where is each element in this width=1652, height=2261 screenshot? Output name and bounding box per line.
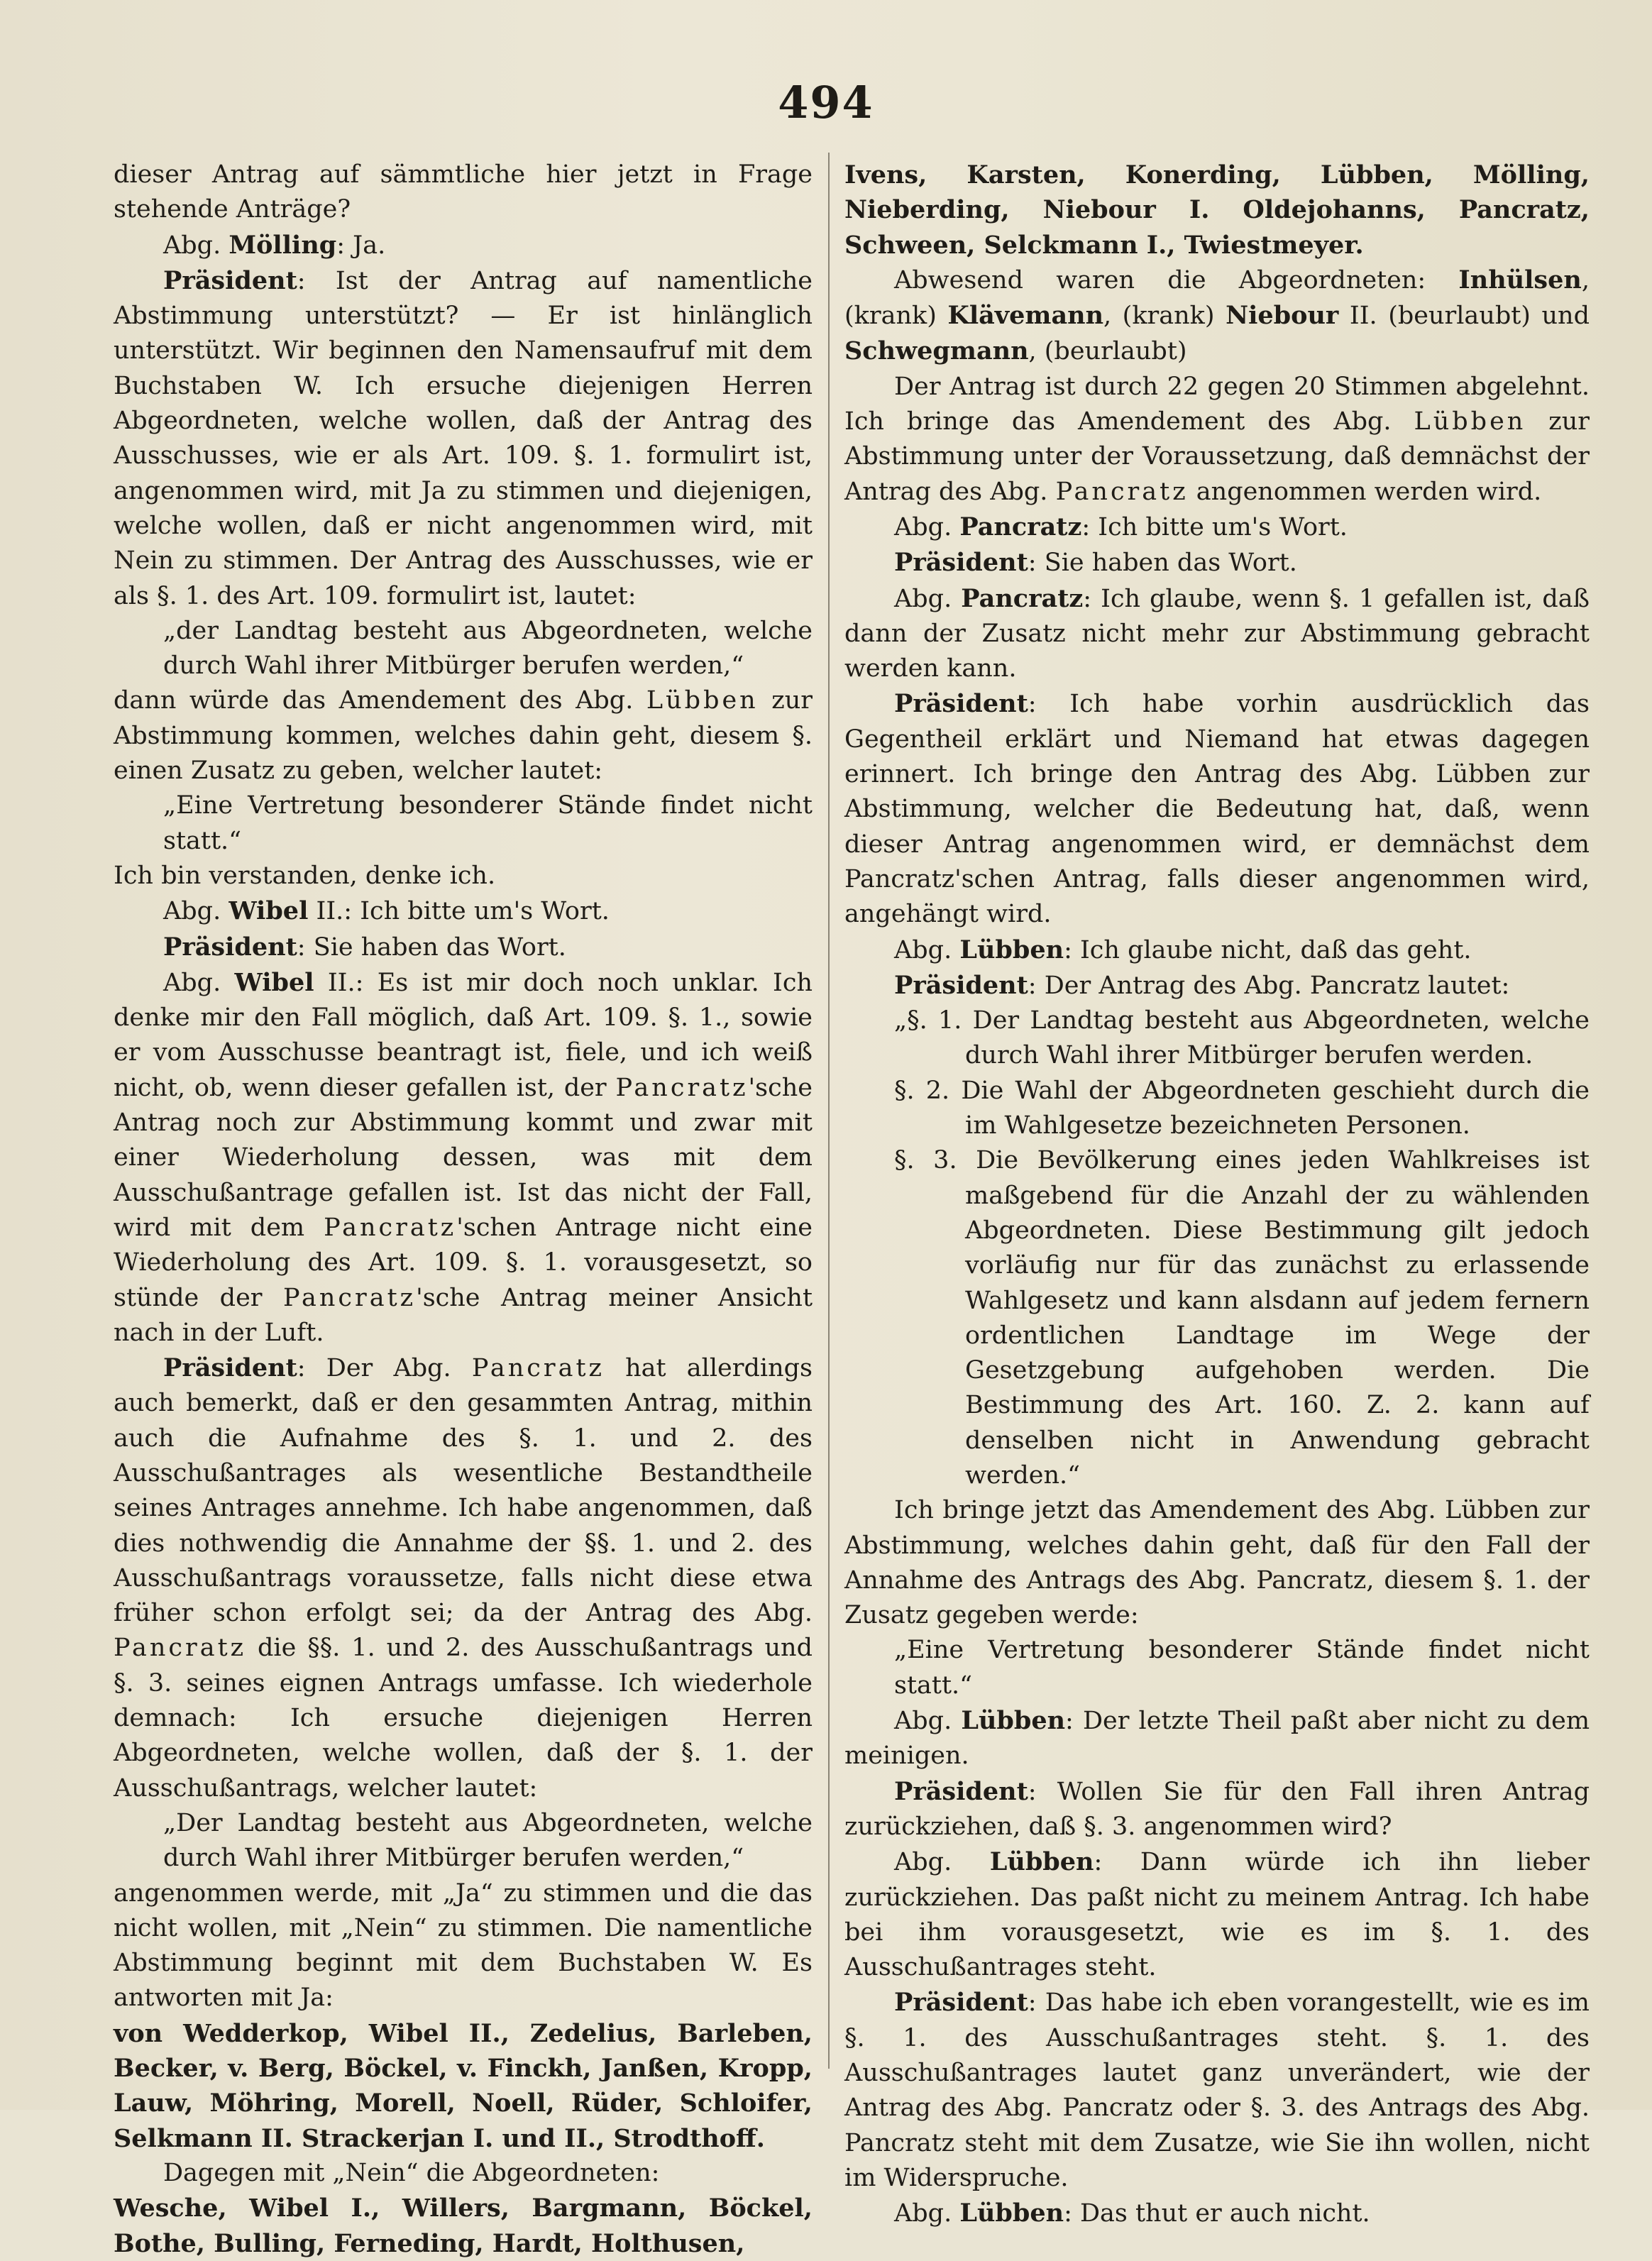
speaker-name: Pancratz: [959, 512, 1082, 541]
paragraph: Präsident: Ist der Antrag auf namentliche Abstimmung unterstützt? — Er ist hinlänglich unterstützt. Wir beginnen den Namensaufruf mit dem Buchstaben W. Ich ersuche diejenigen Herren Abgeordneten, welche wollen, daß der Antrag des Ausschusses, wie er als Art. 109. §. 1. formulirt ist, angenommen wird, mit Ja zu stimmen und diejenigen, welche wollen, daß er nicht angenommen wird, mit Nein zu stimmen. Der Antrag des Ausschusses, wie er als §. 1. des Art. 109. formulirt ist, lautet:: [114, 265, 813, 610]
paragraph: dieser Antrag auf sämmtliche hier jetzt in Frage stehende Anträge?: [114, 160, 813, 224]
paragraph: Präsident: Sie haben das Wort.: [894, 548, 1297, 578]
name-list: Ivens, Karsten, Konerding, Lübben, Mölling, Nieberding, Niebour I. Oldejohanns, Pancratz, Schween, Selckmann I., Twiestmeyer.: [844, 160, 1590, 260]
speaker-name: Lübben: [959, 935, 1064, 964]
section-item: §. 2. Die Wahl der Abgeordneten geschieht durch die im Wahlgesetze bezeichneten Personen.: [894, 1076, 1590, 1140]
speaker-name: Präsident: [163, 265, 297, 295]
speaker-name: Pancratz: [961, 583, 1084, 613]
quotation: „Eine Vertretung besonderer Stände findet nicht statt.“: [163, 791, 813, 855]
paragraph: Abg. Wibel II.: Es ist mir doch noch unklar. Ich denke mir den Fall möglich, daß Art. 109. §. 1., sowie er vom Ausschusse beantragt ist, fiele, und ich weiß nicht, ob, wenn dieser gefallen ist, der Pancratz'sche Antrag noch zur Abstimmung kommt und zwar mit einer Wiederholung dessen, was mit dem Ausschußantrage gefallen ist. Ist das nicht der Fall, wird mit dem Pancratz'schen Antrage nicht eine Wiederholung des Art. 109. §. 1. vorausgesetzt, so stünde der Pancratz'sche Antrag meiner Ansicht nach in der Luft.: [114, 967, 813, 1347]
paragraph: Präsident: Wollen Sie für den Fall ihren Antrag zurückziehen, daß §. 3. angenommen wird?: [844, 1776, 1590, 1841]
paragraph: Abg. Lübben: Dann würde ich ihn lieber zurückziehen. Das paßt nicht zu meinem Antrag. Ich habe bei ihm vorausgesetzt, wie es im §. 1. des Ausschußantrages steht.: [844, 1847, 1590, 1982]
name-list: Wesche, Wibel I., Willers, Bargmann, Böckel, Bothe, Bulling, Ferneding, Hardt, Holthusen,: [114, 2194, 813, 2258]
left-column: [114, 158, 813, 2258]
speaker-name: Präsident: [163, 932, 297, 962]
speaker-name: Präsident: [894, 970, 1028, 1000]
quotation: „Eine Vertretung besonderer Stände findet nicht statt.“: [894, 1636, 1590, 1700]
paragraph: Abwesend waren die Abgeordneten: Inhülsen, (krank) Klävemann, (krank) Niebour II. (beurlaubt) und Schwegmann, (beurlaubt): [844, 265, 1590, 366]
paragraph: dann würde das Amendement des Abg. Lübben zur Abstimmung kommen, welches dahin geht, diesem §. einen Zusatz zu geben, welcher lautet:: [114, 686, 813, 786]
speaker-name: Präsident: [894, 1776, 1028, 1806]
paragraph: Abg. Lübben: Ich glaube nicht, daß das geht.: [894, 935, 1472, 964]
paragraph: Dagegen mit „Nein“ die Abgeordneten:: [163, 2158, 660, 2187]
paragraph: Abg. Mölling: Ja.: [163, 230, 386, 260]
speaker-name: Lübben: [989, 1847, 1094, 1877]
paragraph: Abg. Pancratz: Ich glaube, wenn §. 1 gefallen ist, daß dann der Zusatz nicht mehr zur Abstimmung gebracht werden kann.: [844, 583, 1590, 683]
speaker-name: Wibel: [234, 967, 314, 997]
paragraph: Abg. Lübben: Der letzte Theil paßt aber nicht zu dem meinigen.: [844, 1706, 1590, 1771]
paragraph: Abg. Lübben: Das thut er auch nicht.: [894, 2199, 1370, 2228]
speaker-name: Wibel: [228, 896, 309, 926]
section-item: §. 3. Die Bevölkerung eines jeden Wahlkreises ist maßgebend für die Anzahl der zu wählenden Abgeordneten. Diese Bestimmung gilt jedoch vorläufig nur für das zunächst zu erlassende Wahlgesetz und kann alsdann auf jedem fernern ordentlichen Landtage im Wege der Gesetzgebung aufgehoben werden. Die Bestimmung des Art. 160. Z. 2. kann auf denselben nicht in Anwendung gebracht werden.“: [894, 1146, 1590, 1490]
section-item: „§. 1. Der Landtag besteht aus Abgeordneten, welche durch Wahl ihrer Mitbürger berufen werden.: [894, 1006, 1590, 1070]
speaker-name: Mölling: [228, 230, 337, 260]
paragraph: Präsident: Ich habe vorhin ausdrücklich das Gegentheil erklärt und Niemand hat etwas dagegen erinnert. Ich bringe den Antrag des Abg. Lübben zur Abstimmung, welcher die Bedeutung hat, daß, wenn dieser Antrag angenommen wird, er demnächst dem Pancratz'schen Antrag, falls dieser angenommen wird, angehängt wird.: [844, 689, 1590, 929]
paragraph: Präsident: Sie haben das Wort.: [163, 932, 566, 962]
paragraph: Ich bin verstanden, denke ich.: [114, 861, 496, 890]
paragraph: Präsident: Der Antrag des Abg. Pancratz lautet:: [894, 970, 1510, 1000]
quotation: „Der Landtag besteht aus Abgeordneten, welche durch Wahl ihrer Mitbürger berufen werden,“: [163, 1808, 813, 1873]
speaker-name: Präsident: [163, 1353, 297, 1383]
speaker-name: Lübben: [961, 1706, 1066, 1736]
paragraph: Abg. Wibel II.: Ich bitte um's Wort.: [163, 896, 610, 926]
speaker-name: Lübben: [959, 2199, 1064, 2228]
paragraph: Präsident: Der Abg. Pancratz hat allerdings auch bemerkt, daß er den gesammten Antrag, mithin auch die Aufnahme des §. 1. und 2. des Ausschußantrages als wesentliche Bestandtheile seines Antrages annehme. Ich habe angenommen, daß dies nothwendig die Annahme der §§. 1. und 2. des Ausschußantrags voraussetze, falls nicht diese etwa früher schon erfolgt sei; da der Antrag des Abg. Pancratz die §§. 1. und 2. des Ausschußantrags und §. 3. seines eignen Antrags umfasse. Ich wiederhole demnach: Ich ersuche diejenigen Herren Abgeordneten, welche wollen, daß der §. 1. der Ausschußantrags, welcher lautet:: [114, 1353, 813, 1803]
speaker-name: Präsident: [894, 1988, 1028, 2018]
name-list: von Wedderkop, Wibel II., Zedelius, Barleben, Becker, v. Berg, Böckel, v. Finckh, Janßen, Kropp, Lauw, Möhring, Morell, Noell, Rüder, Schloifer, Selkmann II. Strackerjan I. und II., Strodthoff.: [114, 2018, 813, 2153]
page-number: 494: [778, 77, 874, 128]
quotation: „der Landtag besteht aus Abgeordneten, welche durch Wahl ihrer Mitbürger berufen werden,“: [163, 616, 813, 681]
paragraph: Ich bringe jetzt das Amendement des Abg. Lübben zur Abstimmung, welches dahin geht, daß für den Fall der Annahme des Antrags des Abg. Pancratz, diesem §. 1. der Zusatz gegeben werde:: [844, 1496, 1590, 1630]
column-divider: [828, 153, 830, 2069]
right-column: [844, 158, 1590, 2228]
paragraph: angenommen werde, mit „Ja“ zu stimmen und die das nicht wollen, mit „Nein“ zu stimmen. Die namentliche Abstimmung beginnt mit dem Buchstaben W. Es antworten mit Ja:: [114, 1878, 813, 2013]
paragraph: Abg. Pancratz: Ich bitte um's Wort.: [894, 512, 1348, 541]
paragraph: Präsident: Das habe ich eben vorangestellt, wie es im §. 1. des Ausschußantrages steht. §. 1. des Ausschußantrages lautet ganz unverändert, wie der Antrag des Abg. Pancratz oder §. 3. des Antrags des Abg. Pancratz steht mit dem Zusatze, wie Sie ihn wollen, nicht im Widerspruche.: [844, 1988, 1590, 2192]
speaker-name: Präsident: [894, 548, 1028, 578]
speaker-name: Präsident: [894, 689, 1028, 719]
paragraph: Der Antrag ist durch 22 gegen 20 Stimmen abgelehnt. Ich bringe das Amendement des Abg. Lübben zur Abstimmung unter der Voraussetzung, daß demnächst der Antrag des Abg. Pancratz angenommen werden wird.: [844, 372, 1590, 506]
